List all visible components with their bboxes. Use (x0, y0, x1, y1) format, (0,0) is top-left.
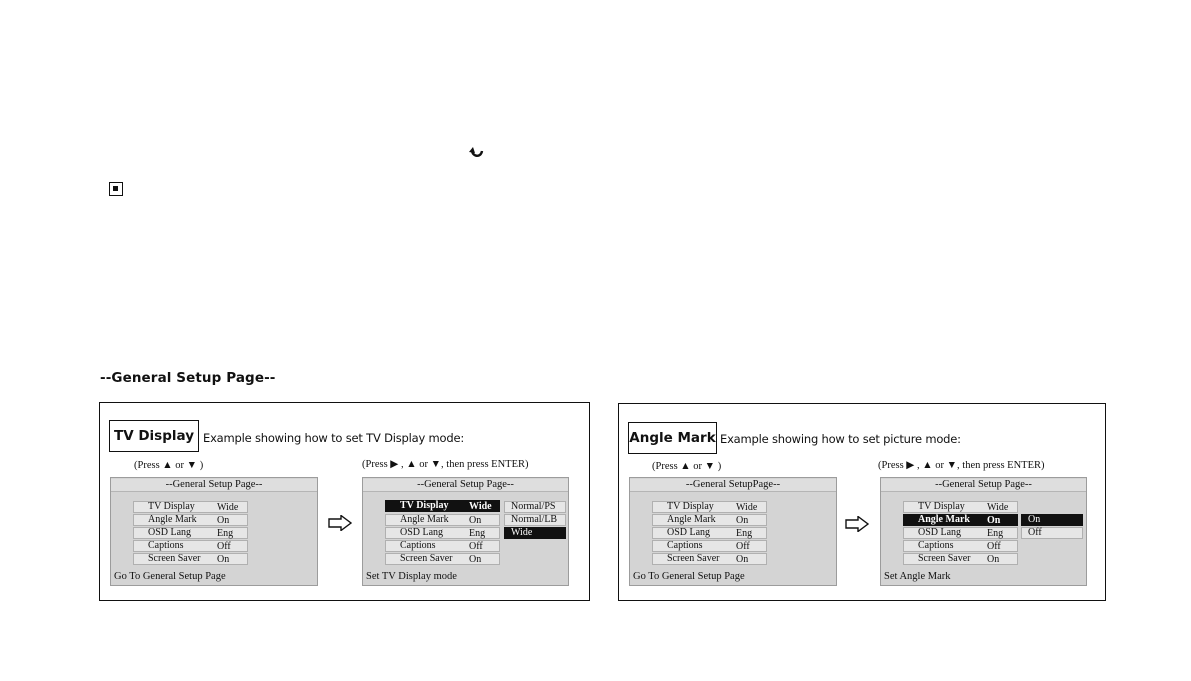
row-label: TV Display (400, 500, 449, 511)
row-label: Captions (667, 540, 703, 551)
option-normal-ps[interactable]: Normal/PS (504, 501, 566, 513)
menu-row-angle-mark[interactable] (903, 514, 1018, 526)
menu-footer: Set TV Display mode (366, 571, 457, 582)
row-label: Angle Mark (400, 514, 449, 525)
menu-row-screen-saver[interactable] (385, 553, 500, 565)
row-value: Eng (469, 528, 486, 539)
menu-row-captions[interactable] (385, 540, 500, 552)
row-label: Captions (918, 540, 954, 551)
row-value: Off (469, 541, 483, 552)
option-wide[interactable]: Wide (504, 527, 566, 539)
right-hint: (Press ▶ , ▲ or ▼, then press ENTER) (362, 459, 529, 470)
osd-menu-after (362, 477, 569, 586)
row-value: On (736, 515, 749, 526)
menu-row-screen-saver[interactable] (652, 553, 767, 565)
left-hint: (Press ▲ or ▼ ) (652, 461, 722, 472)
angle-mark-description: Example showing how to set picture mode: (720, 432, 961, 446)
row-value: On (469, 554, 482, 565)
option-off[interactable]: Off (1021, 527, 1083, 539)
row-label: OSD Lang (400, 527, 444, 538)
row-value: Eng (987, 528, 1004, 539)
menu-header: --General Setup Page-- (111, 479, 317, 492)
osd-menu-after (880, 477, 1087, 586)
menu-row-angle-mark[interactable] (133, 514, 248, 526)
menu-row-angle-mark[interactable] (652, 514, 767, 526)
row-value: Wide (217, 502, 239, 513)
row-label: Screen Saver (918, 553, 971, 564)
row-value: Wide (469, 501, 492, 512)
row-label: TV Display (667, 501, 714, 512)
menu-row-captions[interactable] (903, 540, 1018, 552)
row-label: OSD Lang (918, 527, 962, 538)
row-value: On (217, 515, 230, 526)
menu-row-osd-lang[interactable] (133, 527, 248, 539)
row-value: Off (736, 541, 750, 552)
row-value: On (987, 515, 1001, 526)
row-value: Wide (736, 502, 758, 513)
row-label: TV Display (148, 501, 195, 512)
menu-header: --General SetupPage-- (630, 479, 836, 492)
row-value: Wide (987, 502, 1009, 513)
row-value: Off (987, 541, 1001, 552)
menu-row-tv-display[interactable] (133, 501, 248, 513)
row-label: Angle Mark (918, 514, 970, 525)
menu-footer: Go To General Setup Page (114, 571, 226, 582)
menu-header: --General Setup Page-- (881, 479, 1086, 492)
menu-header: --General Setup Page-- (363, 479, 568, 492)
row-value: Off (217, 541, 231, 552)
row-value: On (217, 554, 230, 565)
menu-row-captions[interactable] (652, 540, 767, 552)
menu-row-screen-saver[interactable] (903, 553, 1018, 565)
menu-row-osd-lang[interactable] (385, 527, 500, 539)
menu-row-captions[interactable] (133, 540, 248, 552)
option-on[interactable]: On (1021, 514, 1083, 526)
stop-icon (109, 182, 123, 196)
row-label: Captions (148, 540, 184, 551)
option-normal-lb[interactable]: Normal/LB (504, 514, 566, 526)
menu-row-tv-display[interactable] (652, 501, 767, 513)
menu-row-screen-saver[interactable] (133, 553, 248, 565)
tv-display-description: Example showing how to set TV Display mode: (203, 431, 465, 445)
outline-right-arrow-icon (845, 516, 869, 532)
row-value: On (736, 554, 749, 565)
row-label: Screen Saver (400, 553, 453, 564)
menu-footer: Set Angle Mark (884, 571, 951, 582)
row-label: Angle Mark (148, 514, 197, 525)
menu-row-angle-mark[interactable] (385, 514, 500, 526)
row-value: On (469, 515, 482, 526)
row-label: OSD Lang (148, 527, 192, 538)
angle-mark-tag: Angle Mark (628, 422, 717, 454)
menu-row-osd-lang[interactable] (652, 527, 767, 539)
left-hint: (Press ▲ or ▼ ) (134, 460, 204, 471)
tv-display-tag: TV Display (109, 420, 199, 452)
menu-row-tv-display[interactable] (385, 500, 500, 512)
return-arrow-icon (469, 147, 485, 161)
row-value: Eng (217, 528, 234, 539)
angle-mark-example-panel (618, 403, 1106, 601)
row-label: TV Display (918, 501, 965, 512)
right-hint: (Press ▶ , ▲ or ▼, then press ENTER) (878, 460, 1045, 471)
row-label: Captions (400, 540, 436, 551)
row-label: Screen Saver (148, 553, 201, 564)
osd-menu-before (629, 477, 837, 586)
row-label: Screen Saver (667, 553, 720, 564)
outline-right-arrow-icon (328, 515, 352, 531)
section-title: --General Setup Page-- (100, 370, 276, 386)
menu-row-osd-lang[interactable] (903, 527, 1018, 539)
row-value: On (987, 554, 1000, 565)
tv-display-example-panel (99, 402, 590, 601)
row-label: Angle Mark (667, 514, 716, 525)
row-value: Eng (736, 528, 753, 539)
osd-menu-before (110, 477, 318, 586)
menu-row-tv-display[interactable] (903, 501, 1018, 513)
row-label: OSD Lang (667, 527, 711, 538)
menu-footer: Go To General Setup Page (633, 571, 745, 582)
